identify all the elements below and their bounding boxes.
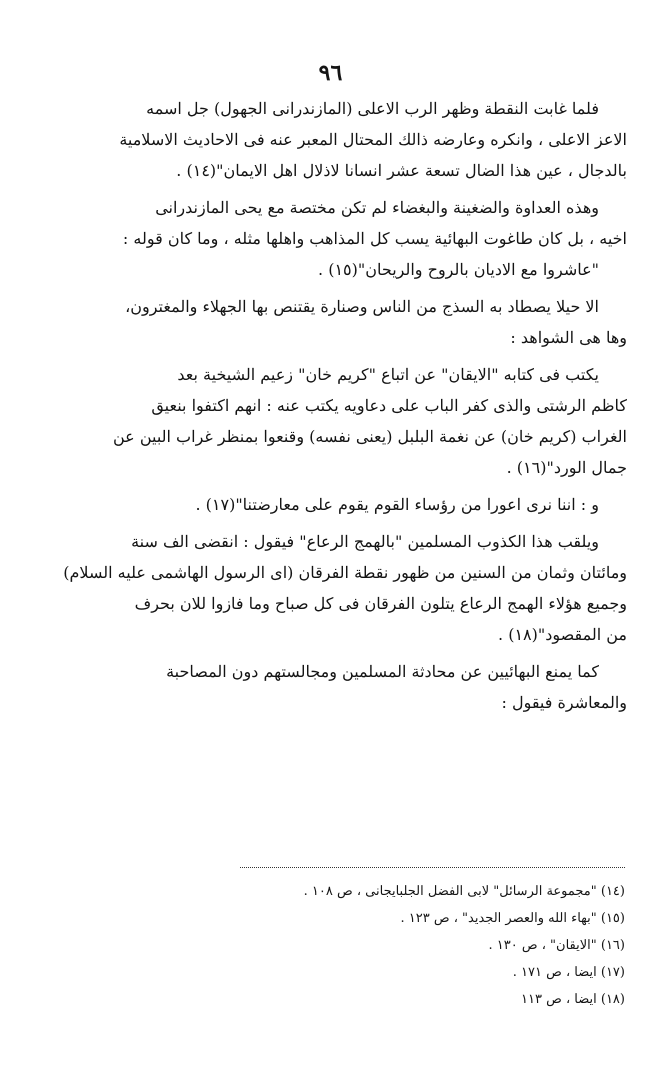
- page-number: ٩٦: [318, 60, 343, 86]
- paragraph-1: [34, 93, 627, 186]
- text-line: وها هى الشواهد :: [510, 328, 627, 347]
- paragraph-4: [34, 359, 627, 483]
- text-line: "عاشروا مع الاديان بالروح والريحان"(١٥) .: [318, 260, 599, 279]
- paragraph-2: [34, 192, 627, 285]
- text-line: فلما غابت النقطة وظهر الرب الاعلى (المازندرانى الجهول) جل اسمه: [146, 99, 599, 118]
- text-line: الاعز الاعلى ، وانكره وعارضه ذالك المحتال المعبر عنه فى الاحاديث الاسلامية: [119, 130, 627, 149]
- text-line: بالدجال ، عين هذا الضال تسعة عشر انسانا لاذلال اهل الايمان"(١٤) .: [176, 161, 627, 180]
- text-line: يكتب فى كتابه "الايقان" عن اتباع "كريم خان" زعيم الشيخية بعد: [177, 365, 599, 384]
- text-line: كاظم الرشتى والذى كفر الباب على دعاويه يكتب عنه : انهم اكتفوا بنعيق: [151, 396, 627, 415]
- text-line: ويلقب هذا الكذوب المسلمين "بالهمج الرعاع" فيقول : انقضى الف سنة: [131, 532, 599, 551]
- text-line: ومائتان وثمان من السنين من ظهور نقطة الفرقان (اى الرسول الهاشمى عليه السلام): [63, 563, 627, 582]
- footnote: (١٤) "مجموعة الرسائل" لابى الفضل الجلبايجانى ، ص ١٠٨ .: [303, 884, 625, 899]
- paragraph-6: [34, 526, 627, 650]
- text-line: الا حيلا يصطاد به السذج من الناس وصنارة يقتنص بها الجهلاء والمغترون،: [125, 297, 599, 316]
- paragraph-5: [34, 489, 627, 520]
- text-line: والمعاشرة فيقول :: [501, 693, 627, 712]
- footnote: (١٧) ايضا ، ص ١٧١ .: [512, 965, 625, 980]
- text-line: وهذه العداوة والضغينة والبغضاء لم تكن مختصة مع يحى المازندرانى: [155, 198, 599, 217]
- text-line: وجميع هؤلاء الهمج الرعاع يتلون الفرقان فى كل صباح وما فازوا للان بحرف: [134, 594, 627, 613]
- text-line: من المقصود"(١٨) .: [498, 625, 627, 644]
- paragraph-7: [34, 656, 627, 718]
- text-line: كما يمنع البهائيين عن محادثة المسلمين ومجالستهم دون المصاحبة: [166, 662, 599, 681]
- text-line: اخيه ، بل كان طاغوت البهائية يسب كل المذاهب واهلها مثله ، وما كان قوله :: [122, 229, 627, 248]
- footnotes: [34, 878, 625, 1013]
- text-line: جمال الورد"(١٦) .: [506, 458, 627, 477]
- body-text: [34, 93, 627, 724]
- footnote-separator: [240, 867, 625, 868]
- footnote: (١٥) "بهاء الله والعصر الجديد" ، ص ١٢٣ .: [400, 911, 625, 926]
- text-line: الغراب (كريم خان) عن نغمة البلبل (يعنى نفسه) وقنعوا بمنظر غراب البين عن: [113, 427, 627, 446]
- text-line: و : اننا نرى اعورا من رؤساء القوم يقوم على معارضتنا"(١٧) .: [195, 495, 599, 514]
- footnote: (١٦) "الايقان" ، ص ١٣٠ .: [488, 938, 625, 953]
- paragraph-3: [34, 291, 627, 353]
- footnote: (١٨) ايضا ، ص ١١٣: [521, 992, 625, 1007]
